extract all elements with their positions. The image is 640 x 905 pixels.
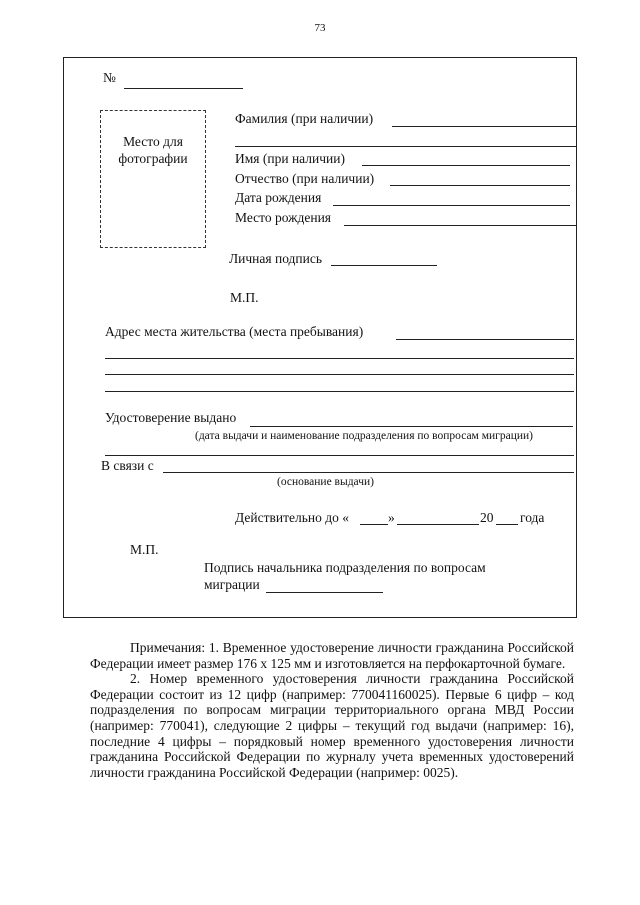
address-field-line-2[interactable] — [105, 358, 574, 359]
issued-field-line[interactable] — [250, 426, 573, 427]
stamp-label-top: М.П. — [230, 290, 259, 305]
valid-until-prefix: Действительно до « — [235, 510, 349, 525]
issued-caption: (дата выдачи и наименование подразделения по вопросам миграции) — [195, 430, 533, 442]
note-1: Примечания: 1. Временное удостоверение личности гражданина Российской Федерации имеет размер 176 х 125 мм и изготовляется на перфокарточной бумаге. — [90, 640, 574, 671]
issued-extra-line[interactable] — [105, 455, 574, 456]
reason-label: В связи с — [101, 458, 154, 473]
valid-until-year-line[interactable] — [496, 524, 518, 525]
valid-until-day-line[interactable] — [360, 524, 388, 525]
birth-place-field-line[interactable] — [344, 225, 576, 226]
birth-date-field-line[interactable] — [333, 205, 570, 206]
address-field-line-3[interactable] — [105, 374, 574, 375]
name-field-line[interactable] — [362, 165, 570, 166]
surname-extra-line[interactable] — [235, 146, 576, 147]
number-label: № — [103, 70, 116, 85]
stamp-label-bottom: М.П. — [130, 542, 159, 557]
head-signature-label-line1: Подпись начальника подразделения по вопросам — [204, 560, 486, 575]
number-field-line[interactable] — [124, 88, 243, 89]
issued-label: Удостоверение выдано — [105, 410, 237, 425]
birth-place-label: Место рождения — [235, 210, 332, 225]
page-number: 73 — [314, 22, 326, 34]
valid-until-suffix: года — [520, 510, 545, 525]
surname-field-line[interactable] — [392, 126, 576, 127]
birth-date-label: Дата рождения — [235, 190, 322, 205]
personal-signature-label: Личная подпись — [229, 251, 323, 266]
head-signature-line[interactable] — [266, 592, 383, 593]
valid-until-mid: » — [388, 510, 395, 525]
photo-placeholder-box — [100, 110, 206, 248]
patronymic-field-line[interactable] — [390, 185, 570, 186]
personal-signature-line[interactable] — [331, 265, 437, 266]
patronymic-label: Отчество (при наличии) — [235, 171, 375, 186]
address-field-line-1[interactable] — [396, 339, 574, 340]
reason-field-line[interactable] — [163, 472, 574, 473]
note-2: 2. Номер временного удостоверения личности гражданина Российской Федерации состоит из 12 цифр (например: 770041160025). Первые 6 цифр – код подразделения по вопросам миграции территориального органа МВД России (например: 770041), следующие 2 цифры – текущий год выдачи (например: 16), последние 4 цифры – порядковый номер временного удостоверения личности гражданина Российской Федерации по журналу учета временных удостоверений личности гражданина Российской Федерации (например: 0025). — [90, 671, 574, 780]
reason-caption: (основание выдачи) — [277, 476, 374, 488]
address-label: Адрес места жительства (места пребывания) — [105, 324, 364, 339]
surname-label: Фамилия (при наличии) — [235, 111, 374, 126]
name-label: Имя (при наличии) — [235, 151, 345, 166]
address-field-line-4[interactable] — [105, 391, 574, 392]
head-signature-label-line2: миграции — [204, 577, 260, 592]
photo-placeholder-text: Место для фотографии — [118, 134, 188, 166]
valid-until-year-prefix: 20 — [480, 510, 494, 525]
notes-section — [90, 640, 574, 780]
valid-until-month-line[interactable] — [397, 524, 479, 525]
